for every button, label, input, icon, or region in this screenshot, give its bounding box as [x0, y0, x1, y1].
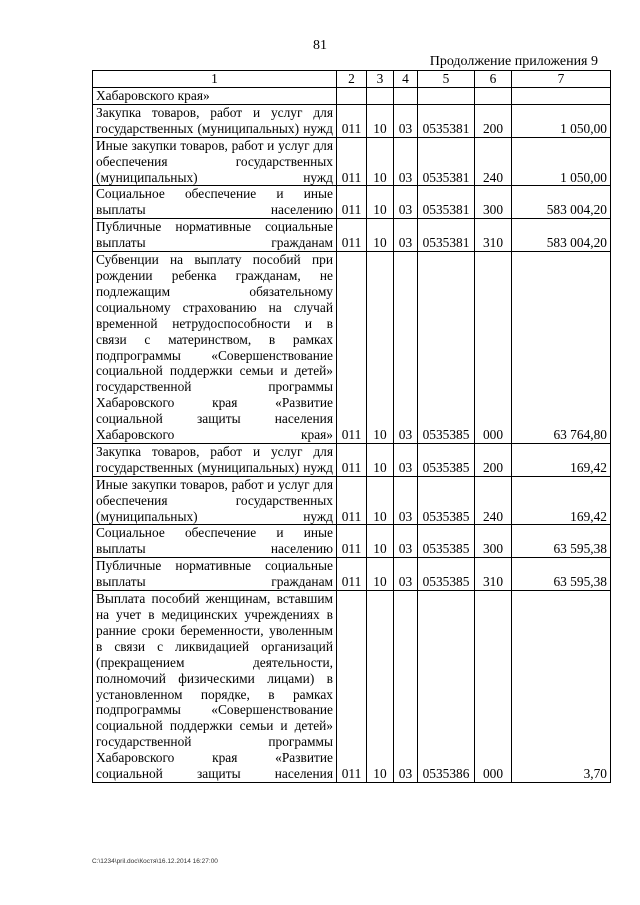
table-row	[93, 88, 611, 105]
page-number: 81	[313, 38, 327, 53]
table-row	[93, 525, 611, 558]
table-row	[93, 104, 611, 137]
column-header: 5	[418, 71, 475, 88]
cell-amount: 169,42	[512, 476, 611, 525]
cell-code-6: 200	[475, 104, 512, 137]
cell-code-2: 011	[337, 476, 367, 525]
cell-code-3: 10	[367, 525, 394, 558]
cell-code-2: 011	[337, 591, 367, 783]
cell-code-6: 310	[475, 558, 512, 591]
row-name: Субвенции на выплату пособий при рождении ребенка гражданам, не подлежащим обязательному социальному страхованию на случай временной нетрудоспособности и в связи с материнством, в рамках подпрограммы «Совершенствование социальной поддержки семьи и детей» государственной программы Хабаровского края «Развитие социальной защиты населения Хабаровского края»	[93, 252, 337, 444]
header-row	[93, 71, 611, 88]
row-name: Хабаровского края»	[93, 88, 337, 105]
cell-code-3: 10	[367, 186, 394, 219]
table-row	[93, 558, 611, 591]
cell-amount: 63 595,38	[512, 525, 611, 558]
continuation-title: Продолжение приложения 9	[429, 54, 598, 69]
cell-code-4: 03	[394, 525, 418, 558]
column-header: 4	[394, 71, 418, 88]
row-name: Иные закупки товаров, работ и услуг для обеспечения государственных (муниципальных) нужд	[93, 476, 337, 525]
cell-code-5: 0535386	[418, 591, 475, 783]
cell-code-3: 10	[367, 252, 394, 444]
cell-code-4: 03	[394, 137, 418, 186]
row-name: Публичные нормативные социальные выплаты гражданам	[93, 558, 337, 591]
cell-code-2: 011	[337, 525, 367, 558]
table-row	[93, 476, 611, 525]
cell-amount: 63 764,80	[512, 252, 611, 444]
row-name: Закупка товаров, работ и услуг для государственных (муниципальных) нужд	[93, 443, 337, 476]
cell-code-4: 03	[394, 219, 418, 252]
cell-code-5: 0535385	[418, 525, 475, 558]
table-row	[93, 137, 611, 186]
cell-code-5: 0535385	[418, 476, 475, 525]
cell-code-5: 0535381	[418, 219, 475, 252]
cell-code-3: 10	[367, 219, 394, 252]
cell-code-6: 300	[475, 525, 512, 558]
cell-code-6	[475, 88, 512, 105]
cell-code-5: 0535381	[418, 186, 475, 219]
table-row	[93, 219, 611, 252]
cell-amount: 169,42	[512, 443, 611, 476]
cell-code-4: 03	[394, 186, 418, 219]
column-header: 1	[93, 71, 337, 88]
cell-amount: 3,70	[512, 591, 611, 783]
cell-code-5: 0535385	[418, 443, 475, 476]
row-name: Выплата пособий женщинам, вставшим на учет в медицинских учреждениях в ранние сроки беременности, уволенным в связи с ликвидацией организаций (прекращением деятельности, полномочий физическими лицами) в установленном порядке, в рамках подпрограммы «Совершенствование социальной поддержки семьи и детей» государственной программы Хабаровского края «Развитие социальной защиты населения	[93, 591, 337, 783]
table-row	[93, 591, 611, 783]
row-name: Иные закупки товаров, работ и услуг для обеспечения государственных (муниципальных) нужд	[93, 137, 337, 186]
cell-code-2: 011	[337, 186, 367, 219]
table-row	[93, 186, 611, 219]
row-name: Социальное обеспечение и иные выплаты населению	[93, 186, 337, 219]
cell-code-2	[337, 88, 367, 105]
cell-code-4: 03	[394, 252, 418, 444]
cell-code-5: 0535381	[418, 137, 475, 186]
row-name: Социальное обеспечение и иные выплаты населению	[93, 525, 337, 558]
cell-code-2: 011	[337, 558, 367, 591]
cell-code-5: 0535385	[418, 558, 475, 591]
cell-amount: 1 050,00	[512, 137, 611, 186]
cell-code-6: 200	[475, 443, 512, 476]
cell-code-4: 03	[394, 104, 418, 137]
cell-code-4: 03	[394, 476, 418, 525]
cell-code-6: 300	[475, 186, 512, 219]
budget-table	[92, 70, 611, 783]
cell-code-4: 03	[394, 591, 418, 783]
cell-code-3: 10	[367, 443, 394, 476]
cell-code-3: 10	[367, 558, 394, 591]
cell-code-6: 310	[475, 219, 512, 252]
column-header: 7	[512, 71, 611, 88]
column-header: 2	[337, 71, 367, 88]
cell-amount: 63 595,38	[512, 558, 611, 591]
cell-code-3: 10	[367, 591, 394, 783]
cell-amount: 583 004,20	[512, 186, 611, 219]
row-name: Публичные нормативные социальные выплаты гражданам	[93, 219, 337, 252]
cell-code-6: 000	[475, 252, 512, 444]
document-path-footer: C:\1234\pril.doc\Костя\16.12.2014 16:27:00	[92, 858, 218, 865]
column-header: 3	[367, 71, 394, 88]
cell-code-3: 10	[367, 104, 394, 137]
cell-code-3: 10	[367, 476, 394, 525]
cell-code-2: 011	[337, 219, 367, 252]
table-row	[93, 443, 611, 476]
cell-code-5: 0535381	[418, 104, 475, 137]
cell-code-6: 000	[475, 591, 512, 783]
cell-code-6: 240	[475, 137, 512, 186]
table-row	[93, 252, 611, 444]
cell-code-3	[367, 88, 394, 105]
cell-code-4: 03	[394, 558, 418, 591]
cell-code-6: 240	[475, 476, 512, 525]
cell-amount	[512, 88, 611, 105]
cell-amount: 1 050,00	[512, 104, 611, 137]
column-header: 6	[475, 71, 512, 88]
cell-amount: 583 004,20	[512, 219, 611, 252]
cell-code-3: 10	[367, 137, 394, 186]
cell-code-2: 011	[337, 104, 367, 137]
row-name: Закупка товаров, работ и услуг для государственных (муниципальных) нужд	[93, 104, 337, 137]
cell-code-5: 0535385	[418, 252, 475, 444]
cell-code-2: 011	[337, 252, 367, 444]
cell-code-4	[394, 88, 418, 105]
cell-code-2: 011	[337, 443, 367, 476]
cell-code-5	[418, 88, 475, 105]
cell-code-2: 011	[337, 137, 367, 186]
cell-code-4: 03	[394, 443, 418, 476]
